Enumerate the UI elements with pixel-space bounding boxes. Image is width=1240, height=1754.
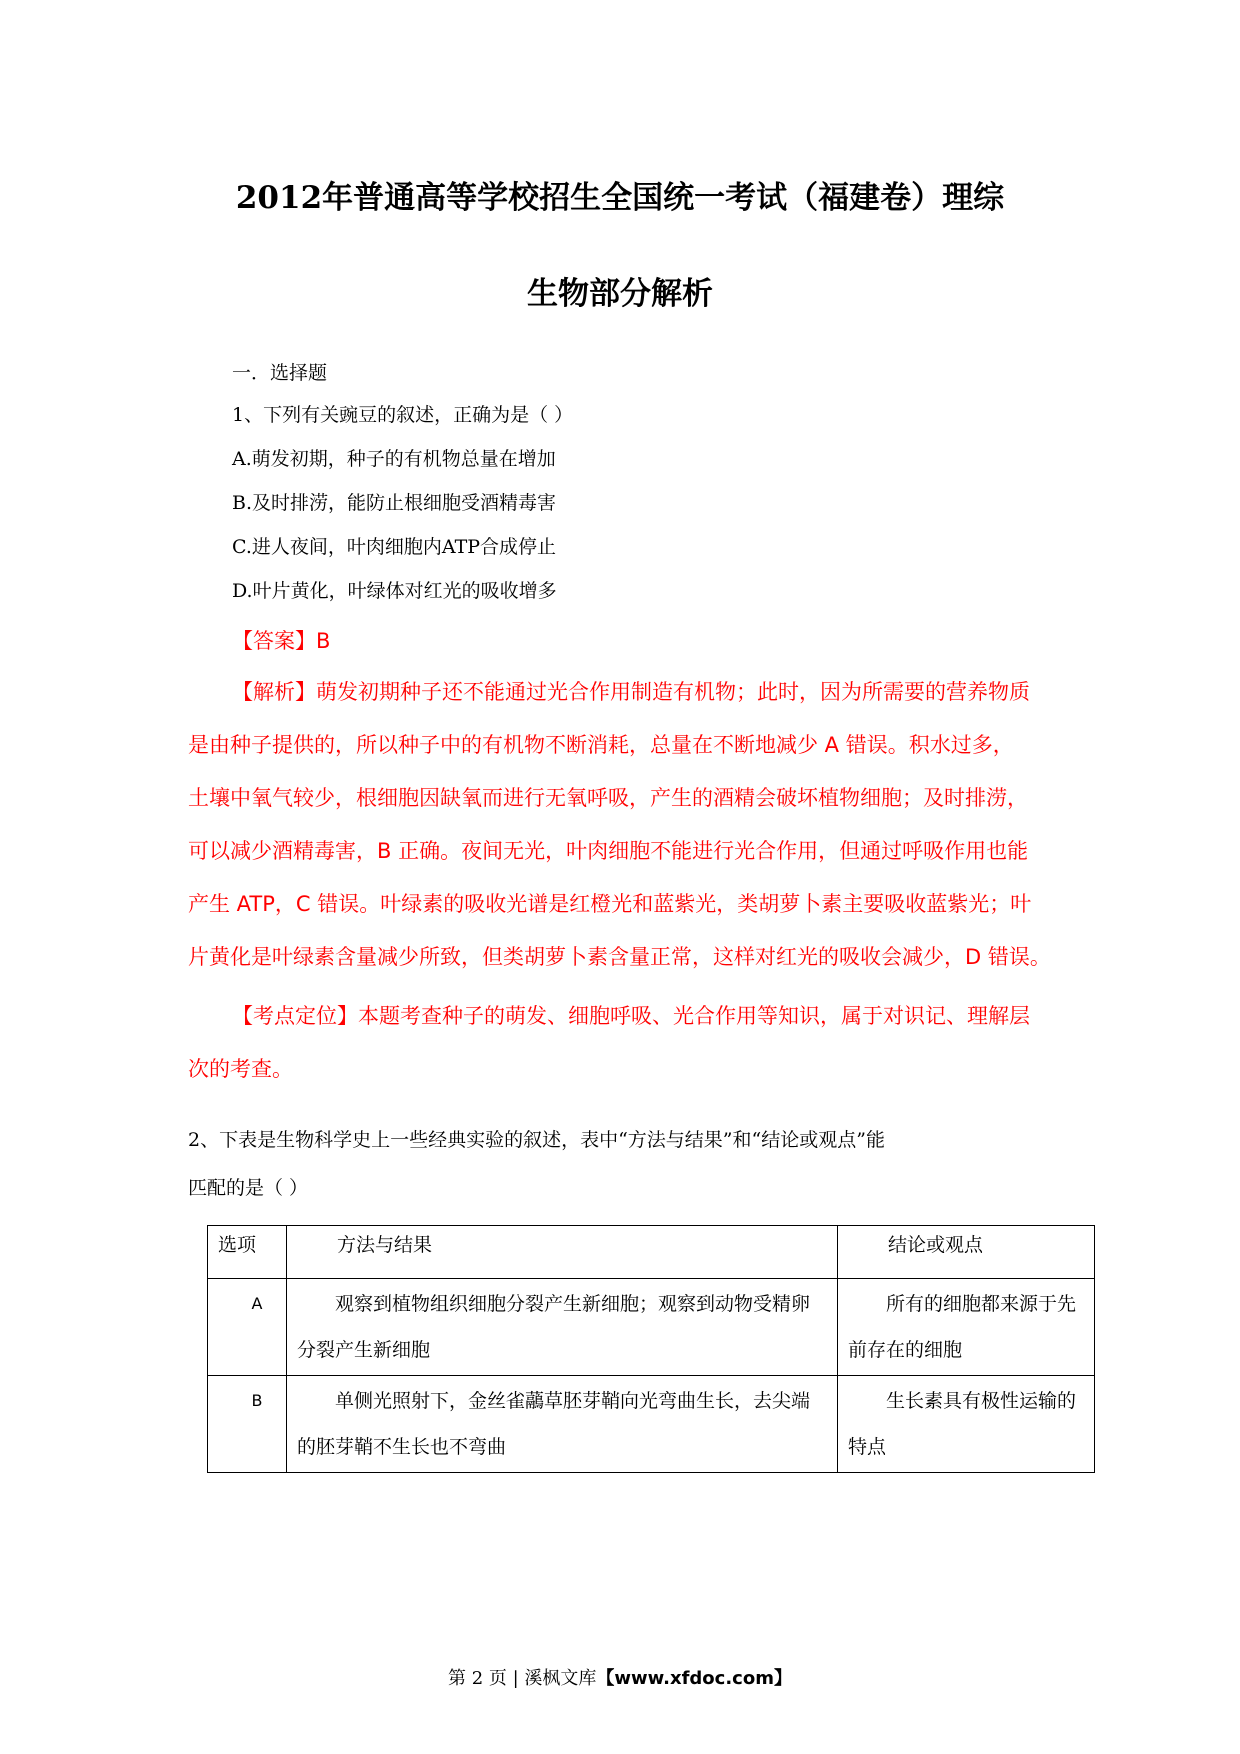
row-b-option: B <box>208 1376 287 1473</box>
analysis-line-3: 土壤中氧气较少，根细胞因缺氧而进行无氧呼吸，产生的酒精会破坏植物细胞；及时排涝， <box>188 786 1028 810</box>
question-1-option-d: D.叶片黄化，叶绿体对红光的吸收增多 <box>232 580 557 602</box>
section-heading: 一．选择题 <box>232 362 328 384</box>
row-a-conclusion: 所有的细胞都来源于先前存在的细胞 <box>838 1279 1095 1376</box>
question-1-option-b: B.及时排涝，能防止根细胞受酒精毒害 <box>232 492 557 514</box>
footer-page-label: 第 2 页 | 溪枫文库 <box>448 1668 597 1689</box>
header-option: 选项 <box>208 1226 287 1279</box>
kaodian-line-1: 【考点定位】本题考查种子的萌发、细胞呼吸、光合作用等知识，属于对识记、理解层 <box>232 1004 1030 1028</box>
question-1-stem: 1、下列有关豌豆的叙述，正确为是（ ） <box>232 404 574 426</box>
kaodian-line-2: 次的考查。 <box>188 1057 293 1081</box>
row-a-option: A <box>208 1279 287 1376</box>
header-conclusion: 结论或观点 <box>838 1226 1095 1279</box>
table-row <box>208 1376 1095 1473</box>
document-title-line2: 生物部分解析 <box>527 276 713 312</box>
table-header-row <box>208 1226 1095 1279</box>
question-1-option-a: A.萌发初期，种子的有机物总量在增加 <box>232 448 556 470</box>
question-1-option-c: C.进人夜间，叶肉细胞内ATP合成停止 <box>232 536 557 558</box>
row-b-conclusion: 生长素具有极性运输的特点 <box>838 1376 1095 1473</box>
header-method: 方法与结果 <box>287 1226 838 1279</box>
page-footer <box>0 1664 1240 1690</box>
analysis-line-4: 可以减少酒精毒害，B 正确。夜间无光，叶肉细胞不能进行光合作用，但通过呼吸作用也能 <box>188 839 1029 863</box>
analysis-line-5: 产生 ATP，C 错误。叶绿素的吸收光谱是红橙光和蓝紫光，类胡萝卜素主要吸收蓝紫光；叶 <box>188 892 1032 916</box>
question-2-stem-line2: 匹配的是（ ） <box>188 1177 309 1199</box>
question-1-answer: 【答案】B <box>232 629 331 653</box>
footer-site-link[interactable]: 【www.xfdoc.com】 <box>596 1668 792 1689</box>
experiment-table <box>207 1225 1095 1473</box>
table-row <box>208 1279 1095 1376</box>
analysis-line-6: 片黄化是叶绿素含量减少所致，但类胡萝卜素含量正常，这样对红光的吸收会减少，D 错误。 <box>188 945 1051 969</box>
question-2-stem-line1: 2、下表是生物科学史上一些经典实验的叙述，表中“方法与结果”和“结论或观点”能 <box>188 1129 885 1151</box>
row-b-method: 单侧光照射下，金丝雀虉草胚芽鞘向光弯曲生长，去尖端的胚芽鞘不生长也不弯曲 <box>287 1376 838 1473</box>
row-a-method: 观察到植物组织细胞分裂产生新细胞；观察到动物受精卵分裂产生新细胞 <box>287 1279 838 1376</box>
document-title-line1: 2012年普通高等学校招生全国统一考试（福建卷）理综 <box>235 180 1005 216</box>
analysis-line-1: 【解析】萌发初期种子还不能通过光合作用制造有机物；此时，因为所需要的营养物质 <box>232 680 1030 704</box>
analysis-line-2: 是由种子提供的，所以种子中的有机物不断消耗，总量在不断地减少 A 错误。积水过多， <box>188 733 1014 757</box>
